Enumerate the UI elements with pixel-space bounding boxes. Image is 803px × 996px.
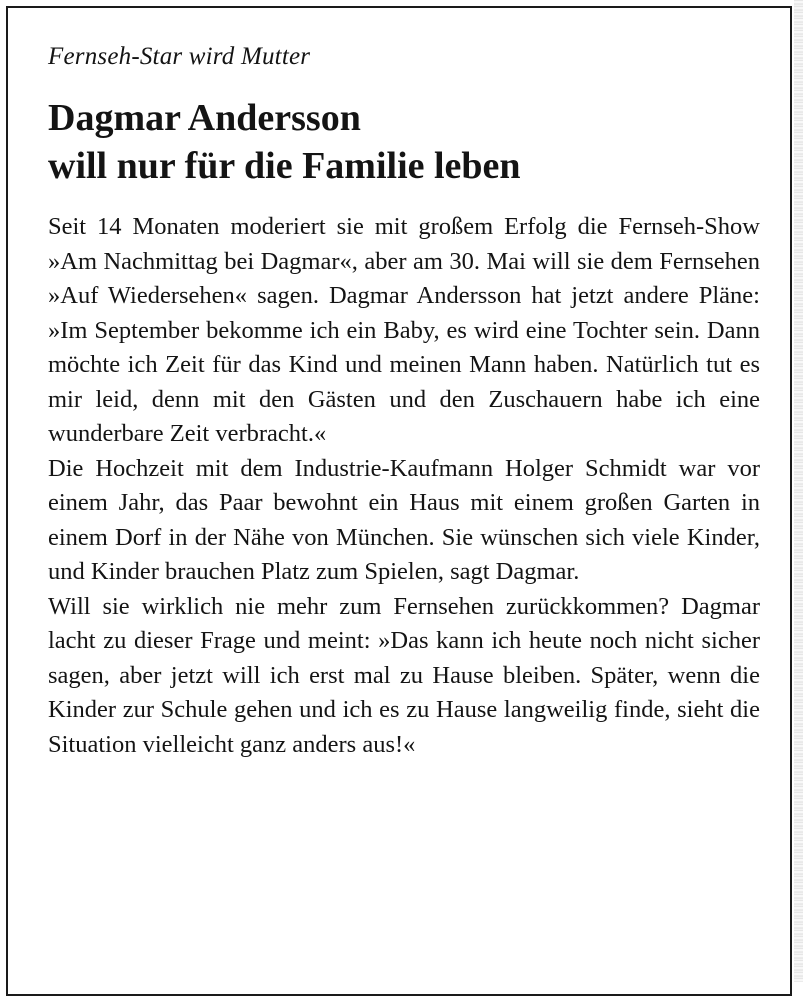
paragraph-1: Seit 14 Monaten moderiert sie mit großem Erfolg die Fernseh-Show »Am Nachmittag bei Dagmar«, aber am 30. Mai will sie dem Fernsehen »Auf Wiedersehen« sagen. Dagmar Andersson hat jetzt andere Pläne: »Im September bekomme ich ein Baby, es wird eine Tochter sein. Dann möchte ich Zeit für das Kind und meinen Mann haben. Natürlich tut es mir leid, denn mit den Gästen und den Zuschauern habe ich eine wunderbare Zeit verbracht.« — [48, 213, 760, 447]
article-kicker: Fernseh-Star wird Mutter — [48, 43, 311, 70]
article-headline — [48, 94, 760, 190]
paragraph-2: Die Hochzeit mit dem Industrie-Kaufmann Holger Schmidt war vor einem Jahr, das Paar bewohnt ein Haus mit einem großen Garten in einem Dorf in der Nähe von München. Sie wünschen sich viele Kinder, und Kinder brauchen Platz zum Spielen, sagt Dagmar. — [48, 454, 760, 585]
headline-line-1: Dagmar Andersson — [48, 97, 361, 139]
paragraph-3: Will sie wirklich nie mehr zum Fernsehen zurückkommen? Dagmar lacht zu dieser Frage und meint: »Das kann ich heute noch nicht sicher sagen, aber jetzt will ich erst mal zu Hause bleiben. Später, wenn die Kinder zur Schule gehen und ich es zu Hause langweilig finde, sieht die Situation vielleicht ganz anders aus!« — [48, 592, 760, 758]
scan-edge — [794, 0, 803, 982]
headline-line-2: will nur für die Familie leben — [48, 145, 521, 187]
article-body — [48, 210, 760, 762]
article — [48, 40, 760, 762]
